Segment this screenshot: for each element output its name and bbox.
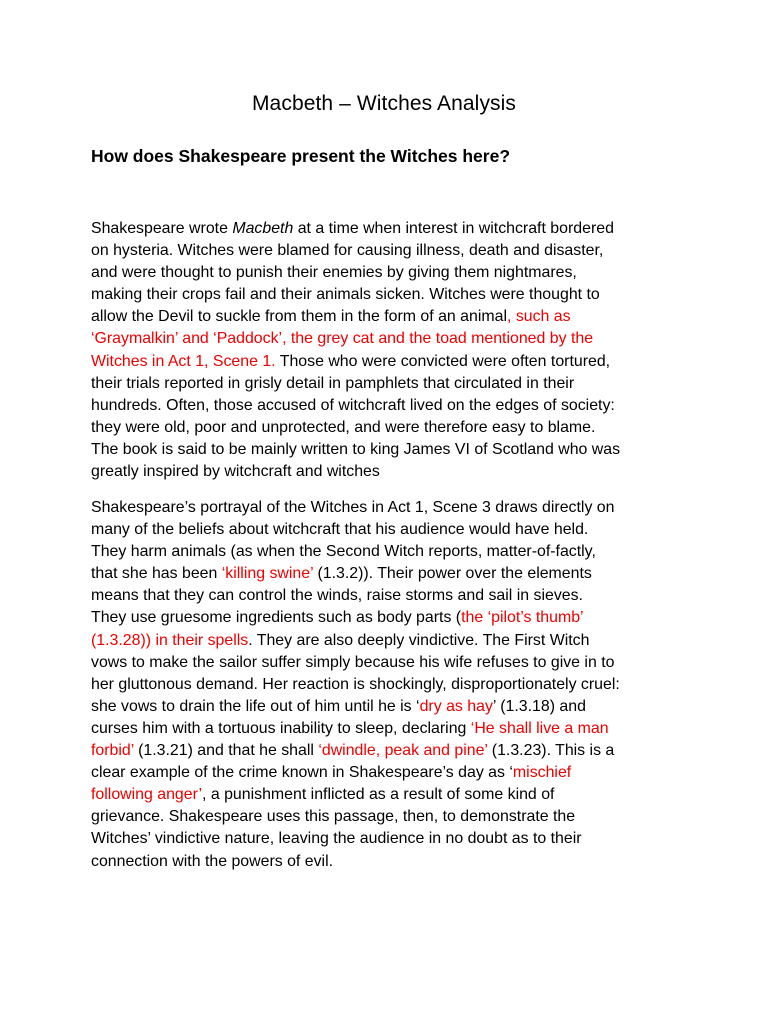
text-run: that she has been <box>91 565 222 583</box>
text-run: (1.3.2)). Their power over the elements <box>313 565 592 583</box>
text-run: They use gruesome ingredients such as body parts ( <box>91 609 462 627</box>
highlighted-quote: ‘Graymalkin’ and ‘Paddock’, the grey cat and the toad mentioned by the <box>91 330 594 348</box>
text-run: , a punishment inflicted as a result of some kind of <box>202 786 555 804</box>
text-line <box>91 828 681 850</box>
text-line <box>91 652 681 674</box>
highlighted-quote: forbid’ <box>91 742 134 760</box>
text-line <box>91 439 681 461</box>
text-run: (1.3.23). This is a <box>487 742 615 760</box>
text-line <box>91 762 681 784</box>
text-run: her gluttonous demand. Her reaction is shockingly, disproportionately cruel: <box>91 675 620 693</box>
highlighted-quote: ‘killing swine’ <box>221 565 314 583</box>
highlighted-quote: ‘dwindle, peak and pine’ <box>318 742 488 760</box>
text-run: ’ (1.3.18) and <box>492 697 586 715</box>
text-run: greatly inspired by witchcraft and witches <box>91 463 380 481</box>
text-line <box>91 328 681 350</box>
highlighted-quote: , such as <box>506 308 571 326</box>
text-run: Shakespeare wrote <box>91 220 233 237</box>
text-run: Shakespeare’s portrayal of the Witches in Act 1, Scene 3 draws directly on <box>91 499 615 516</box>
text-run: she vows to drain the life out of him until he is ‘ <box>91 697 420 715</box>
document-title: Macbeth – Witches Analysis <box>251 92 517 115</box>
text-run: The book is said to be mainly written to king James VI of Scotland who was <box>91 440 621 458</box>
text-line <box>91 740 681 762</box>
highlighted-quote: dry as hay <box>419 697 493 715</box>
text-line <box>91 240 681 262</box>
text-run: at a time when interest in witchcraft bordered <box>293 220 614 237</box>
text-line <box>91 696 681 718</box>
text-run: They harm animals (as when the Second Witch reports, matter-of-factly, <box>91 543 596 561</box>
text-line <box>91 607 681 629</box>
text-line <box>91 218 681 240</box>
text-line <box>91 284 681 306</box>
text-line <box>91 585 681 607</box>
text-run: allow the Devil to suckle from them in the form of an animal <box>91 308 507 326</box>
highlighted-quote: ‘He shall live a man <box>470 719 609 737</box>
text-line <box>91 806 681 828</box>
text-run: their trials reported in grisly detail in pamphlets that circulated in their <box>91 374 575 392</box>
text-run: vows to make the sailor suffer simply because his wife refuses to give in to <box>91 653 615 671</box>
text-line <box>91 262 681 284</box>
text-run: grievance. Shakespeare uses this passage, then, to demonstrate the <box>91 808 576 826</box>
text-line <box>91 563 681 585</box>
highlighted-quote: the ‘pilot’s thumb’ <box>461 609 584 627</box>
italic-title: Macbeth <box>232 220 294 237</box>
text-line <box>91 674 681 696</box>
text-line <box>91 630 681 652</box>
text-run: many of the beliefs about witchcraft that his audience would have held. <box>91 521 589 539</box>
highlighted-quote: following anger’ <box>91 786 203 804</box>
text-run: curses him with a tortuous inability to sleep, declaring <box>91 719 471 737</box>
highlighted-quote: mischief <box>512 764 572 782</box>
text-run: they were old, poor and unprotected, and were therefore easy to blame. <box>91 418 596 436</box>
text-run: making their crops fail and their animals sicken. Witches were thought to <box>91 286 600 304</box>
text-line <box>91 519 681 541</box>
text-line <box>91 306 681 328</box>
text-run: and were thought to punish their enemies by giving them nightmares, <box>91 264 577 282</box>
text-run: Those who were convicted were often tortured, <box>275 352 611 370</box>
highlighted-quote: (1.3.28)) in their spells <box>91 631 249 649</box>
paragraph-1 <box>91 218 681 483</box>
text-run: on hysteria. Witches were blamed for causing illness, death and disaster, <box>91 242 604 260</box>
text-line <box>91 851 681 873</box>
paragraph-2 <box>91 497 681 873</box>
text-line <box>91 718 681 740</box>
text-run: clear example of the crime known in Shakespeare’s day as ‘ <box>91 764 513 782</box>
text-run: Witches’ vindictive nature, leaving the audience in no doubt as to their <box>91 830 582 848</box>
text-line <box>91 373 681 395</box>
text-line <box>91 497 681 519</box>
text-line <box>91 417 681 439</box>
highlighted-quote: Witches in Act 1, Scene 1. <box>91 352 276 370</box>
text-line <box>91 395 681 417</box>
text-run: connection with the powers of evil. <box>91 852 334 870</box>
text-line <box>91 784 681 806</box>
text-run: . They are also deeply vindictive. The First Witch <box>248 631 590 649</box>
text-run: (1.3.21) and that he shall <box>133 742 319 760</box>
text-run: hundreds. Often, those accused of witchcraft lived on the edges of society: <box>91 396 615 414</box>
text-line <box>91 541 681 563</box>
essay-question: How does Shakespeare present the Witches here? <box>91 146 511 166</box>
text-line <box>91 351 681 373</box>
text-line <box>91 461 681 483</box>
text-run: means that they can control the winds, raise storms and sail in sieves. <box>91 587 583 605</box>
